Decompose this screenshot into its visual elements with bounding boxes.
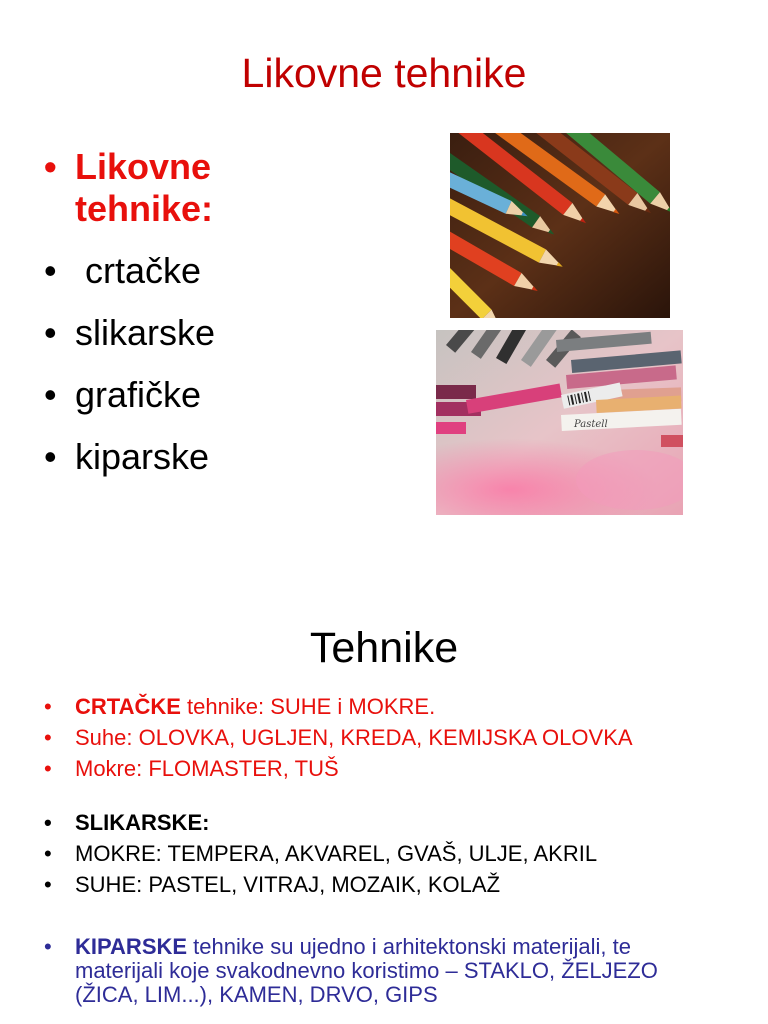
list-item-slikarske-suhe: • SUHE: PASTEL, VITRAJ, MOZAIK, KOLAŽ [44, 873, 724, 897]
list-item-mokre: • Mokre: FLOMASTER, TUŠ [44, 757, 724, 781]
list-item: • grafičke [44, 374, 285, 416]
kiparske-text: tehnike su ujedno i arhitektonski materijali, te materijali koje svakodnevno koristimo – STAKLO, ŽELJEZO (ŽICA, LIM...), KAMEN, DRVO, GIPS [75, 934, 658, 1007]
slide-title: Likovne tehnike [241, 50, 527, 96]
crtacke-label: CRTAČKE [75, 694, 181, 719]
crtacke-text: tehnike: SUHE i MOKRE. [180, 694, 436, 719]
list-item: • slikarske [44, 312, 285, 354]
list-item-suhe: • Suhe: OLOVKA, UGLJEN, KREDA, KEMIJSKA OLOVKA [44, 726, 724, 750]
pastel-brand-label: Pastell [574, 419, 608, 430]
slide-title-2: Tehnike [309, 624, 459, 672]
list-item: • kiparske [44, 436, 285, 478]
list-item-slikarske-mokre: • MOKRE: TEMPERA, AKVAREL, GVAŠ, ULJE, AKRIL [44, 842, 724, 866]
list-item-crtacke [44, 695, 724, 719]
technique-list [44, 146, 285, 498]
list-item: • crtačke [44, 250, 285, 292]
list-item-kiparske [44, 935, 724, 1007]
list-item-slikarske: • SLIKARSKE: [44, 811, 724, 835]
colored-pencils-image [450, 133, 670, 318]
kiparske-label: KIPARSKE [75, 934, 188, 959]
list-heading: • Likovne tehnike: [44, 146, 285, 230]
techniques-detail-list [44, 695, 724, 1014]
pastel-chalks-image [436, 330, 683, 515]
